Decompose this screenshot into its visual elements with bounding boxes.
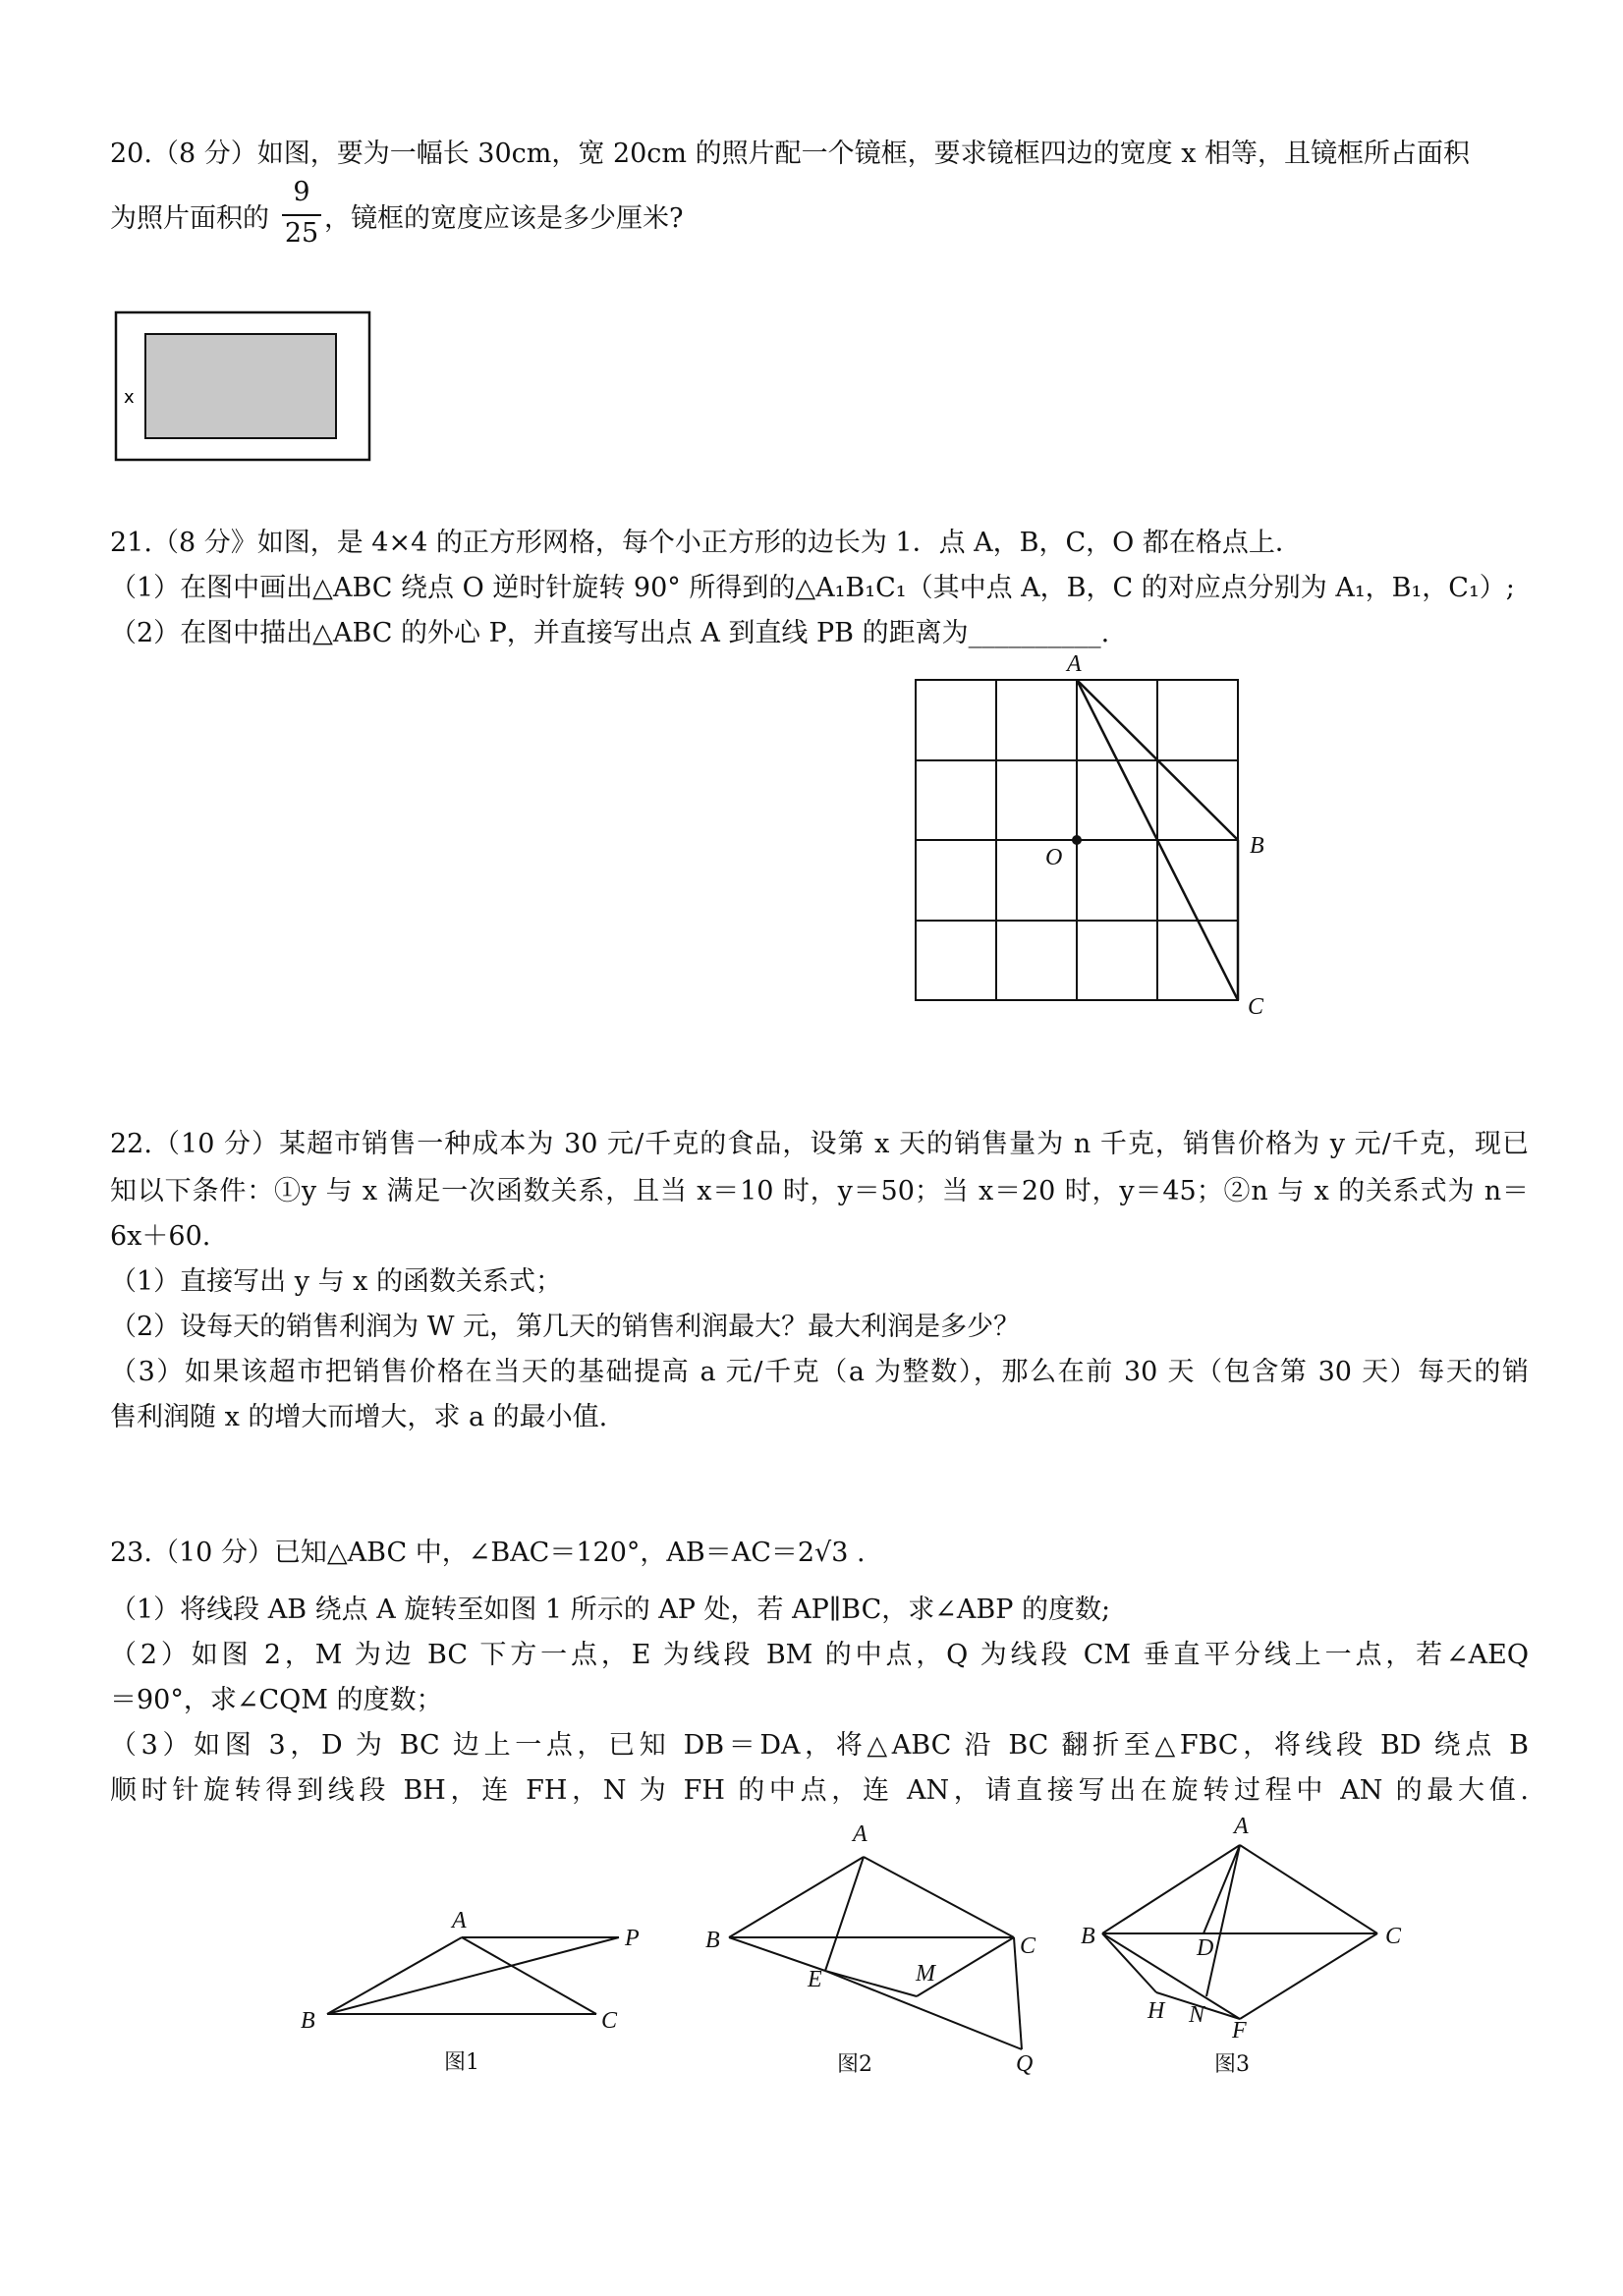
photo-inner	[145, 334, 336, 438]
q22-part1: （1）直接写出 y 与 x 的函数关系式；	[110, 1266, 562, 1297]
q20-line1: 20.（8 分）如图，要为一幅长 30cm，宽 20cm 的照片配一个镜框，要求镜框四边的宽度 x 相等，且镜框所占面积	[110, 139, 1470, 169]
q22-part2: （2）设每天的销售利润为 W 元，第几天的销售利润最大？最大利润是多少？	[110, 1312, 1021, 1342]
frame-width-label: x	[124, 387, 135, 408]
fig3-label-n: N	[1189, 2002, 1205, 2028]
q23-figure-2	[705, 1821, 1036, 2077]
fraction-denominator: 25	[284, 218, 319, 249]
q22-line1: 22.（10 分）某超市销售一种成本为 30 元/千克的食品，设第 x 天的销售量为 n 千克，销售价格为 y 元/千克，现已	[110, 1129, 1529, 1159]
q22-line3: 6x＋60.	[110, 1221, 211, 1252]
fig2-label-b: B	[705, 1928, 720, 1953]
fig1-label-a: A	[452, 1908, 467, 1933]
q20-line2-prefix: 为照片面积的	[110, 203, 269, 234]
fig3-label-d: D	[1197, 1935, 1214, 1961]
fig2-label-c: C	[1020, 1933, 1036, 1959]
label-c: C	[1248, 994, 1264, 1020]
fig1-label-c: C	[601, 2008, 618, 2034]
q22-part3: （3）如果该超市把销售价格在当天的基础提高 a 元/千克（a 为整数），那么在前 30 天（包含第 30 天）每天的销	[110, 1357, 1529, 1387]
q21-line3: （2）在图中描出△ABC 的外心 P，并直接写出点 A 到直线 PB 的距离为__________.	[110, 618, 1110, 648]
fig3-label-h: H	[1147, 1998, 1165, 2024]
q23-part2: （2）如图 2，M 为边 BC 下方一点，E 为线段 BM 的中点，Q 为线段 CM 垂直平分线上一点，若∠AEQ	[110, 1640, 1529, 1670]
fig1-caption: 图1	[444, 2050, 479, 2075]
fig3-label-b: B	[1081, 1924, 1095, 1949]
fig1-label-b: B	[301, 2008, 315, 2034]
q23-part3: （3）如图 3，D 为 BC 边上一点，已知 DB＝DA，将△ABC 沿 BC 翻折至△FBC，将线段 BD 绕点 B	[110, 1730, 1529, 1761]
fig2-label-q: Q	[1016, 2051, 1034, 2077]
q23-line1: 23.（10 分）已知△ABC 中，∠BAC＝120°，AB＝AC＝2√3 .	[110, 1538, 866, 1568]
point-o	[1072, 835, 1082, 845]
q23-figure-1	[301, 1908, 640, 2075]
label-o: O	[1045, 845, 1063, 870]
fig2-label-a: A	[853, 1821, 867, 1847]
q23-part3-cont: 顺时针旋转得到线段 BH，连 FH，N 为 FH 的中点，连 AN，请直接写出在旋转过程中 AN 的最大值.	[110, 1775, 1529, 1806]
q23-part1: （1）将线段 AB 绕点 A 旋转至如图 1 所示的 AP 处，若 AP∥BC，求∠ABP 的度数;	[110, 1595, 1111, 1625]
q20-line2-suffix: ，镜框的宽度应该是多少厘米?	[324, 203, 684, 234]
fig1-label-p: P	[625, 1926, 640, 1951]
fig2-caption: 图2	[837, 2052, 872, 2077]
fraction-numerator: 9	[293, 177, 310, 207]
label-a: A	[1067, 651, 1082, 677]
q21-line2: （1）在图中画出△ABC 绕点 O 逆时针旋转 90° 所得到的△A₁B₁C₁（其中点 A，B，C 的对应点分别为 A₁，B₁，C₁）;	[110, 573, 1515, 603]
q23-part2-cont: ＝90°，求∠CQM 的度数；	[110, 1685, 443, 1715]
q22-line2: 知以下条件：①y 与 x 满足一次函数关系，且当 x＝10 时，y＝50；当 x＝20 时，y＝45；②n 与 x 的关系式为 n＝	[110, 1176, 1529, 1206]
fig3-label-f: F	[1232, 2018, 1247, 2044]
q21-grid-figure	[916, 651, 1264, 1020]
fig2-label-e: E	[808, 1967, 822, 1992]
q23-figure-3	[1081, 1814, 1402, 2077]
q20-frame-figure	[116, 312, 369, 460]
label-b: B	[1250, 833, 1264, 859]
fig3-label-a: A	[1234, 1814, 1249, 1839]
fig3-label-c: C	[1385, 1924, 1402, 1949]
q22-part3-cont: 售利润随 x 的增大而增大，求 a 的最小值.	[110, 1402, 608, 1432]
fig2-label-m: M	[916, 1961, 935, 1987]
q21-line1: 21.（8 分》如图，是 4×4 的正方形网格，每个小正方形的边长为 1．点 A，B，C，O 都在格点上．	[110, 528, 1302, 558]
fig3-caption: 图3	[1214, 2052, 1250, 2077]
